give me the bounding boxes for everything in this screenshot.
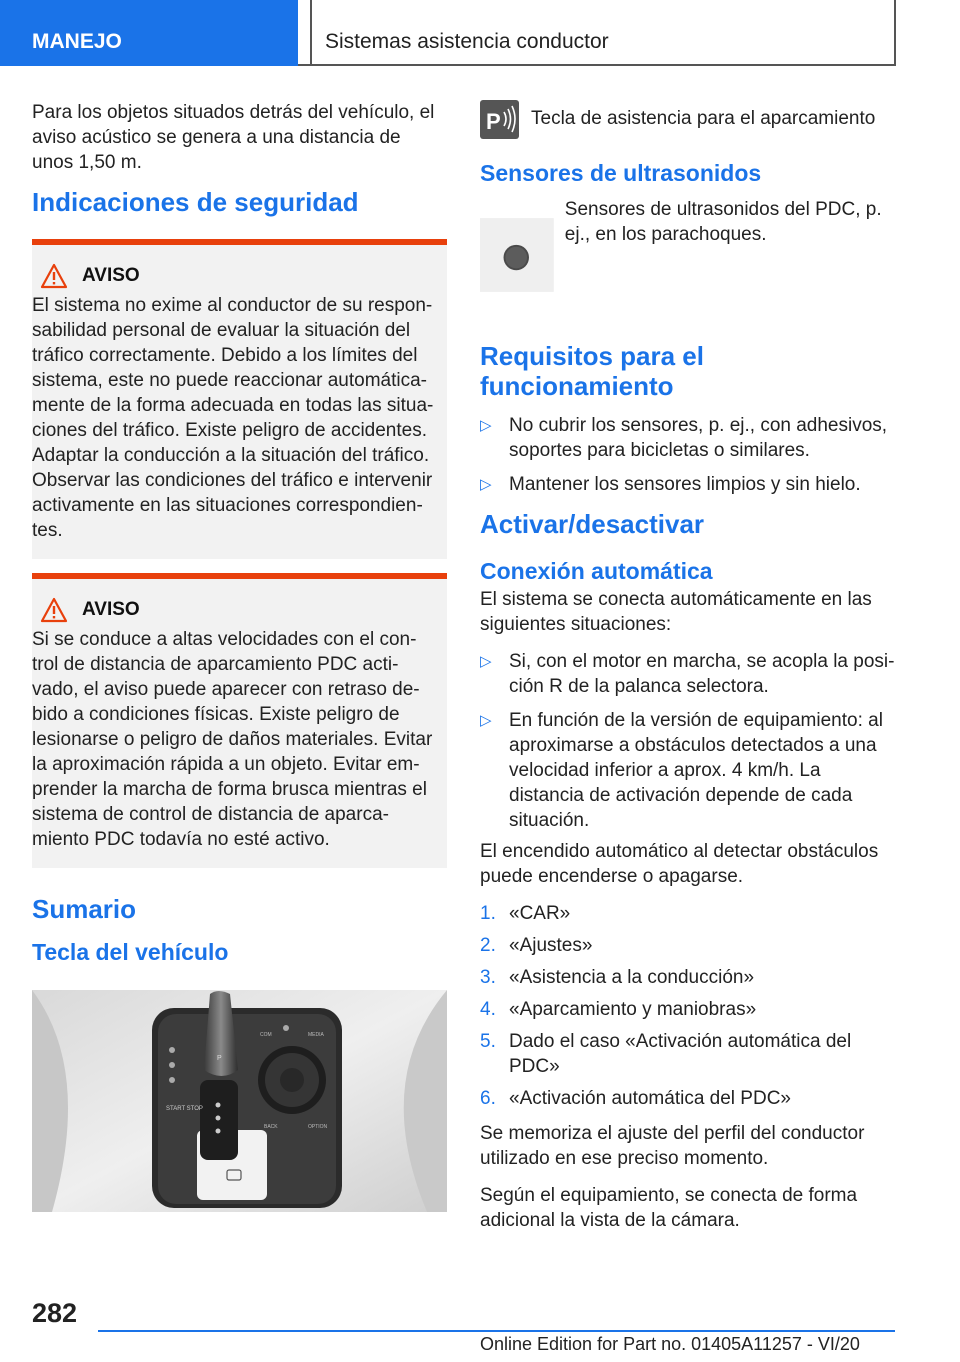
requirements-list — [480, 413, 898, 497]
ultrasonic-sensor-image — [480, 197, 554, 313]
step-item — [480, 965, 898, 990]
media-label: MEDIA — [308, 1032, 324, 1038]
activate-heading: Activar/desactivar — [480, 509, 705, 539]
edition-text: Online Edition for Part no. 01405A11257 - VI/20 — [480, 1334, 860, 1354]
step-item — [480, 997, 898, 1022]
step-text: «Aparcamiento y maniobras» — [509, 999, 757, 1020]
step-text: «Asistencia a la conducción» — [509, 967, 755, 988]
step-item — [480, 1029, 898, 1079]
header-divider-left — [310, 0, 312, 66]
park-label: P — [217, 1055, 222, 1062]
warning-text: Si se conduce a altas velocidades con el con-trol de distancia de aparcamiento PDC acti-vado, el aviso puede aparecer con retraso de-bido a condiciones físicas. Existe peligro de lesionarse o peligro de daños materiales. Evitar la aproximación rápida a un objeto. Evitar em-prender la marcha de forma brusca mientras el sistema de control de distancia de aparca-miento PDC todavía no esté activo. — [32, 629, 433, 850]
intro-paragraph: Para los objetos situados detrás del vehículo, el aviso acústico se genera a una distancia de unos 1,50 m. — [32, 102, 435, 173]
ultrasonic-text: Sensores de ultrasonidos del PDC, p. ej., en los parachoques. — [564, 199, 882, 245]
list-item-text: No cubrir los sensores, p. ej., con adhesivos, soportes para bicicletas o similares. — [509, 415, 888, 461]
step-text: «Ajustes» — [509, 935, 593, 956]
back-label: BACK — [264, 1124, 278, 1130]
list-item-text: Si, con el motor en marcha, se acopla la posi-ción R de la palanca selectora. — [509, 651, 895, 697]
section-tab: MANEJO — [0, 0, 298, 66]
list-item — [480, 708, 898, 833]
step-item — [480, 1086, 898, 1111]
header-rule — [298, 64, 896, 66]
triangle-right-icon: ▷ — [480, 712, 492, 729]
warning-title: AVISO — [82, 599, 140, 620]
ultrasonic-heading: Sensores de ultrasonidos — [480, 160, 762, 186]
step-number: 6. — [480, 1088, 496, 1109]
step-number: 3. — [480, 967, 496, 988]
list-item — [480, 413, 898, 463]
step-number: 1. — [480, 903, 496, 924]
triangle-right-icon: ▷ — [480, 653, 492, 670]
header-divider-right — [894, 0, 896, 66]
auto-note: El encendido automático al detectar obstáculos puede encenderse o apagarse. — [480, 841, 879, 887]
vehicle-key-heading: Tecla del vehículo — [32, 939, 229, 965]
center-console-image — [32, 990, 447, 1212]
warning-box — [32, 573, 447, 868]
triangle-right-icon: ▷ — [480, 476, 492, 493]
park-assist-icon — [480, 100, 519, 139]
step-text: «CAR» — [509, 903, 571, 924]
warning-triangle-icon — [40, 263, 68, 289]
right-column — [480, 100, 898, 1245]
summary-heading: Sumario — [32, 894, 137, 924]
step-item — [480, 901, 898, 926]
footer-rule — [98, 1330, 895, 1332]
step-number: 2. — [480, 935, 496, 956]
list-item-text: En función de la versión de equipamiento: al aproximarse a obstáculos detectados a una velocidad inferior a aprox. 4 km/h. La distancia de activación depende de cada situación. — [509, 710, 883, 831]
auto-list — [480, 649, 898, 833]
triangle-right-icon: ▷ — [480, 417, 492, 434]
requirements-heading: Requisitos para el funcionamiento — [480, 341, 704, 401]
start-stop-label: START STOP — [166, 1106, 203, 1112]
step-item — [480, 933, 898, 958]
list-item — [480, 472, 898, 497]
list-item — [480, 649, 898, 699]
camera-note: Según el equipamiento, se conecta de forma adicional la vista de la cámara. — [480, 1185, 858, 1231]
warning-title: AVISO — [82, 265, 140, 286]
step-text: Dado el caso «Activación automática del PDC» — [509, 1031, 852, 1077]
warning-text: El sistema no exime al conductor de su respon-sabilidad personal de evaluar la situación del tráfico correctamente. Debido a los límites del sistema, este no puede reaccionar automática-mente de la forma adecuada en todas las situa-ciones del tráfico. Existe peligro de accidentes. Adaptar la conducción a la situación del tráfico. Observar las condiciones del tráfico e intervenir activamente en las situaciones correspondien-tes. — [32, 295, 434, 541]
steps-list — [480, 901, 898, 1111]
step-number: 5. — [480, 1031, 496, 1052]
warning-box — [32, 239, 447, 559]
safety-heading: Indicaciones de seguridad — [32, 187, 359, 217]
left-column — [32, 100, 447, 1217]
profile-note: Se memoriza el ajuste del perfil del conductor utilizado en ese preciso momento. — [480, 1123, 865, 1169]
list-item-text: Mantener los sensores limpios y sin hielo. — [509, 474, 861, 495]
auto-heading: Conexión automática — [480, 558, 713, 584]
step-number: 4. — [480, 999, 496, 1020]
warning-triangle-icon — [40, 597, 68, 623]
step-text: «Activación automática del PDC» — [509, 1088, 791, 1109]
option-label: OPTION — [308, 1124, 328, 1130]
chapter-title: Sistemas asistencia conductor — [325, 30, 609, 53]
com-label: COM — [260, 1032, 272, 1038]
svg-text:P: P — [486, 109, 501, 134]
auto-intro: El sistema se conecta automáticamente en las siguientes situaciones: — [480, 589, 872, 635]
page-number: 282 — [32, 1298, 78, 1328]
pdc-key-text: Tecla de asistencia para el aparcamiento — [531, 108, 876, 129]
